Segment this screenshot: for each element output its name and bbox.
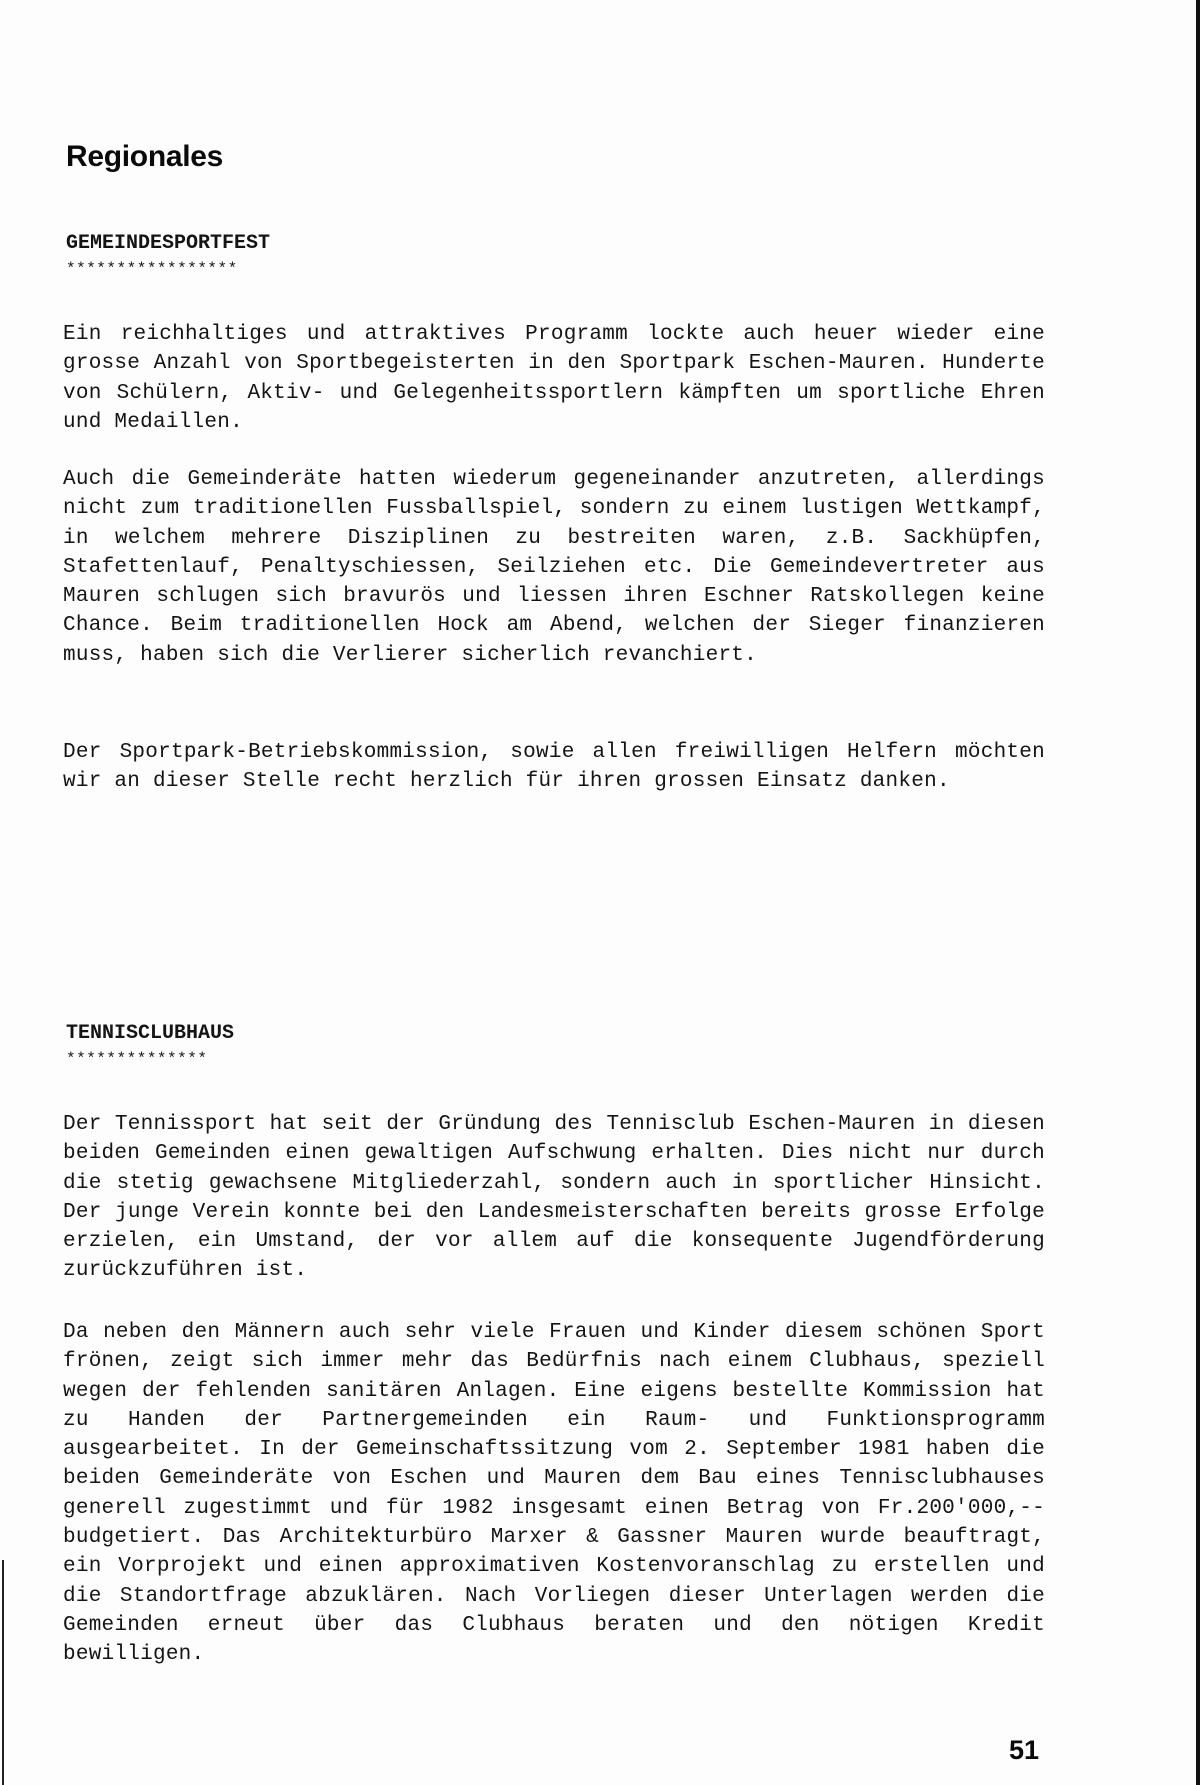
section-title-tennisclubhaus: TENNISCLUBHAUS bbox=[66, 1022, 235, 1045]
paragraph: Der Tennissport hat seit der Gründung des Tennisclub Eschen-Mauren in diesen beiden Gemeinden einen gewaltigen Aufschwung erhalten. Dies nicht nur durch die stetig gewachsene Mitgliederzahl, sondern auch in sportlicher Hinsicht. Der junge Verein konnte bei den Landesmeisterschaften bereits grosse Erfolge erzielen, ein Umstand, der vor allem auf die konsequente Jugendförderung zurückzuführen ist. bbox=[63, 1113, 1045, 1283]
paragraph: Da neben den Männern auch sehr viele Frauen und Kinder diesem schönen Sport frönen, zeigt sich immer mehr das Bedürfnis nach einem Clubhaus, speziell wegen der fehlenden sanitären Anlagen. Eine eigens bestellte Kommission hat zu Handen der Partnergemeinden ein Raum- und Funktionsprogramm ausgearbeitet. In der Gemeinschaftssitzung vom 2. September 1981 haben die beiden Gemeinderäte von Eschen und Mauren dem Bau eines Tennisclubhauses generell zugestimmt und für 1982 insgesamt einen Betrag von Fr.200'000,-- budgetiert. Das Architekturbüro Marxer & Gassner Mauren wurde beauftragt, ein Vorprojekt und einen approximativen Kostenvoranschlag zu erstellen und die Standortfrage abzuklären. Nach Vorliegen dieser Unterlagen werden die Gemeinden erneut über das Clubhaus beraten und den nötigen Kredit bewilligen. bbox=[63, 1321, 1045, 1667]
section-underline: ***************** bbox=[66, 260, 238, 278]
scan-edge-right bbox=[1196, 0, 1200, 1785]
section-underline: ************** bbox=[66, 1050, 208, 1068]
section-title-gemeindesportfest: GEMEINDESPORTFEST bbox=[66, 232, 271, 255]
paragraph: Ein reichhaltiges und attraktives Programm lockte auch heuer wieder eine grosse Anzahl von Sportbegeisterten in den Sportpark Eschen-Mauren. Hunderte von Schülern, Aktiv- und Gelegenheitssportlern kämpften um sportliche Ehren und Medaillen. bbox=[63, 323, 1045, 434]
paragraph: Der Sportpark-Betriebskommission, sowie allen freiwilligen Helfern möchten wir an dieser Stelle recht herzlich für ihren grossen Einsatz danken. bbox=[63, 741, 1045, 794]
scan-edge-left bbox=[2, 1560, 4, 1785]
paragraph: Auch die Gemeinderäte hatten wiederum gegeneinander anzutreten, allerdings nicht zum traditionellen Fussballspiel, sondern zu einem lustigen Wettkampf, in welchem mehrere Disziplinen zu bestreiten waren, z.B. Sackhüpfen, Stafettenlauf, Penaltyschiessen, Seilziehen etc. Die Gemeindevertreter aus Mauren schlugen sich bravurös und liessen ihren Eschner Ratskollegen keine Chance. Beim traditionellen Hock am Abend, welchen der Sieger finanzieren muss, haben sich die Verlierer sicherlich revanchiert. bbox=[63, 468, 1045, 667]
page-number: 51 bbox=[1008, 1735, 1039, 1765]
page-heading: Regionales bbox=[66, 140, 224, 173]
